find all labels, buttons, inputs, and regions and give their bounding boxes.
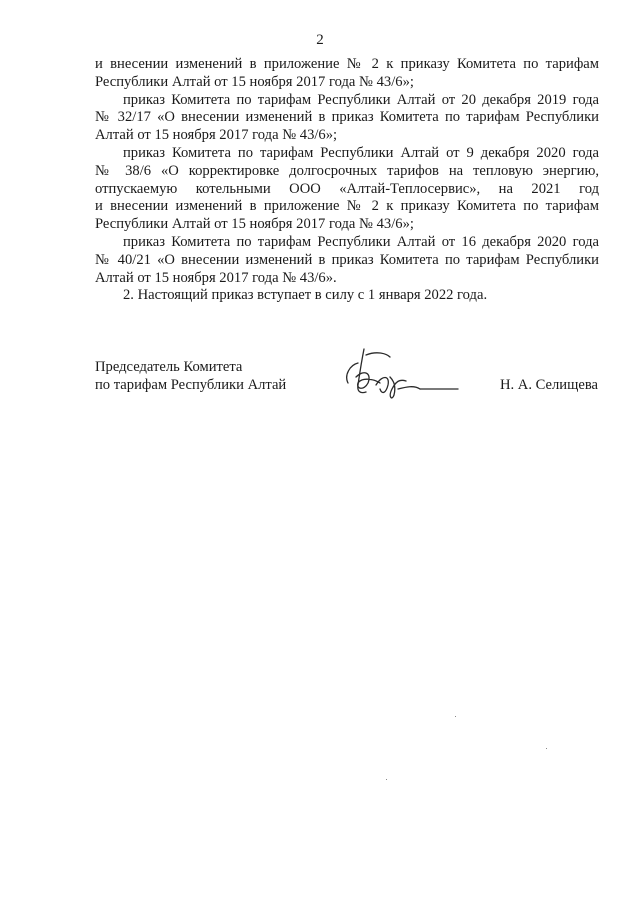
text-line: Алтай от 15 ноября 2017 года № 43/6»; (95, 127, 338, 144)
paragraph-order-40-21 (95, 234, 599, 287)
signatory-name: Н. А. Селищева (499, 377, 598, 393)
signatory-title-line: Председатель Комитета (95, 359, 243, 375)
text-line: Республики Алтай от 15 ноября 2017 года № 43/6»; (95, 73, 414, 90)
paragraph-continuation (95, 56, 599, 92)
scan-speck (386, 779, 387, 780)
signatory-title-line: по тарифам Республики Алтай (95, 377, 287, 393)
text-line: и внесении изменений в приложение № 2 к приказу Комитета по тарифам (95, 198, 599, 215)
paragraph-order-32-17 (95, 92, 599, 145)
text-line: отпускаемую котельными ООО «Алтай-Теплосервис», на 2021 год (95, 180, 599, 197)
handwritten-signature (336, 345, 466, 407)
signatory-title (95, 358, 286, 394)
text-line: 2. Настоящий приказ вступает в силу с 1 января 2022 года. (123, 287, 488, 304)
text-line: Республики Алтай от 15 ноября 2017 года № 43/6»; (95, 216, 414, 233)
scan-speck (455, 716, 456, 717)
document-body (95, 56, 599, 305)
paragraph-effective-date (95, 287, 599, 305)
text-line: № 40/21 «О внесении изменений в приказ Комитета по тарифам Республики (95, 251, 599, 268)
text-line: приказ Комитета по тарифам Республики Алтай от 20 декабря 2019 года (123, 91, 599, 108)
page-number: 2 (316, 32, 324, 48)
text-line: № 38/6 «О корректировке долгосрочных тарифов на тепловую энергию, (95, 162, 599, 179)
text-line: приказ Комитета по тарифам Республики Алтай от 16 декабря 2020 года (123, 233, 599, 250)
text-line: № 32/17 «О внесении изменений в приказ Комитета по тарифам Республики (95, 109, 599, 126)
scan-speck (546, 748, 547, 749)
text-line: и внесении изменений в приложение № 2 к приказу Комитета по тарифам (95, 56, 599, 72)
text-line: приказ Комитета по тарифам Республики Алтай от 9 декабря 2020 года (123, 144, 599, 161)
text-line: Алтай от 15 ноября 2017 года № 43/6». (95, 269, 337, 286)
paragraph-order-38-6 (95, 145, 599, 234)
